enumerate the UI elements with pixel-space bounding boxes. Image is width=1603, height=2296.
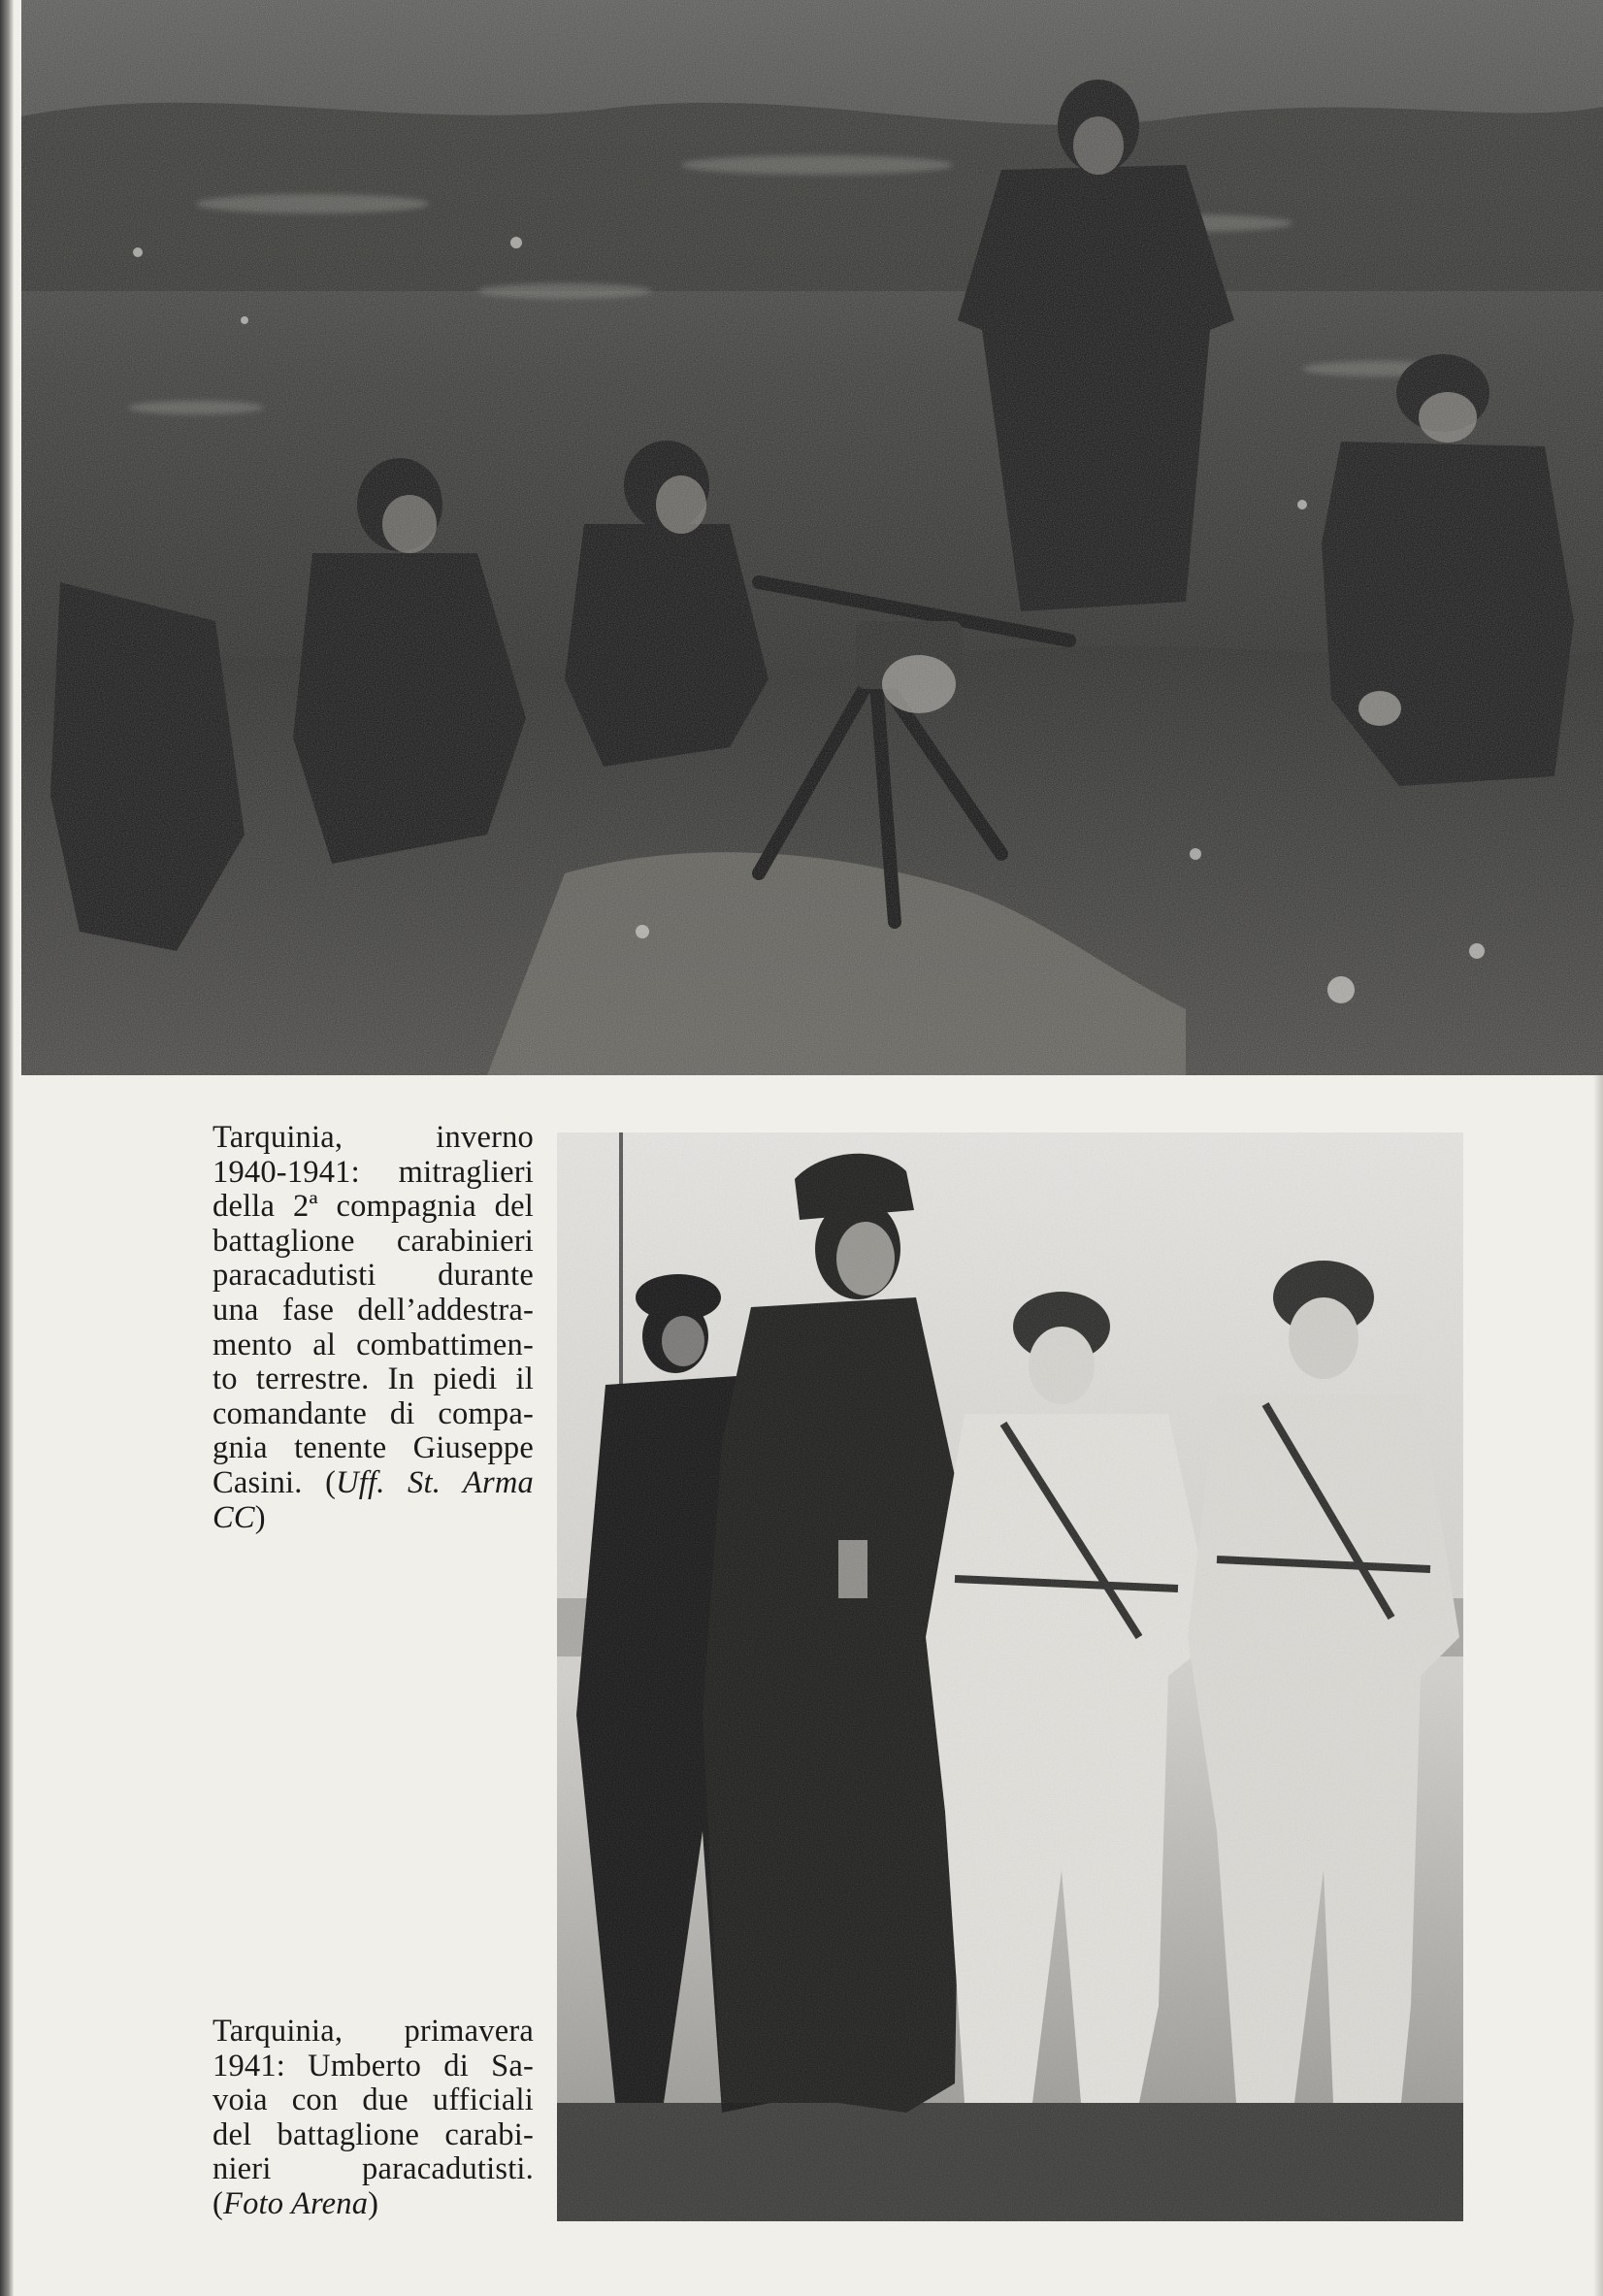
caption-line: del battaglione carabi- bbox=[213, 2116, 534, 2152]
caption-line: battaglione carabinieri bbox=[213, 1223, 534, 1259]
caption-line: to terrestre. In piedi il bbox=[213, 1361, 534, 1397]
caption-text: ( bbox=[213, 2185, 224, 2221]
caption-text: ) bbox=[254, 1499, 266, 1535]
caption-line: comandante di compa- bbox=[213, 1395, 534, 1431]
photo-credit: CC bbox=[213, 1499, 255, 1535]
caption-line: una fase dell’addestra- bbox=[213, 1292, 534, 1328]
caption-line: paracadutisti durante bbox=[213, 1258, 534, 1294]
caption-line: voia con due ufficiali bbox=[213, 2083, 534, 2118]
caption-line: della 2ª compagnia del bbox=[213, 1189, 534, 1225]
caption-text: Casini. ( bbox=[213, 1464, 337, 1500]
photo-umberto-with-officers bbox=[557, 1132, 1463, 2221]
caption-text: ) bbox=[368, 2185, 379, 2221]
photo-bottom-image bbox=[557, 1132, 1463, 2221]
caption-line-credit bbox=[213, 2187, 534, 2222]
page-binding-shadow bbox=[0, 0, 14, 2296]
photo-machine-gunners-training bbox=[21, 0, 1603, 1075]
photo-top-image bbox=[21, 0, 1603, 1075]
caption-line: nieri paracadutisti. bbox=[213, 2151, 534, 2187]
caption-line: 1941: Umberto di Sa- bbox=[213, 2048, 534, 2083]
photo-credit: Foto Arena bbox=[223, 2185, 369, 2221]
caption-line-credit bbox=[213, 1501, 534, 1536]
caption-line: Tarquinia, primavera bbox=[213, 2014, 534, 2049]
caption-line: Tarquinia, inverno bbox=[213, 1120, 534, 1155]
caption-line: mento al combattimen- bbox=[213, 1327, 534, 1362]
caption-bottom-photo bbox=[213, 2015, 534, 2222]
caption-line: gnia tenente Giuseppe bbox=[213, 1430, 534, 1466]
caption-line-credit bbox=[213, 1466, 534, 1501]
caption-top-photo bbox=[213, 1121, 534, 1535]
caption-line: 1940-1941: mitraglieri bbox=[213, 1154, 534, 1190]
photo-credit: Uff. St. Arma bbox=[336, 1464, 534, 1500]
